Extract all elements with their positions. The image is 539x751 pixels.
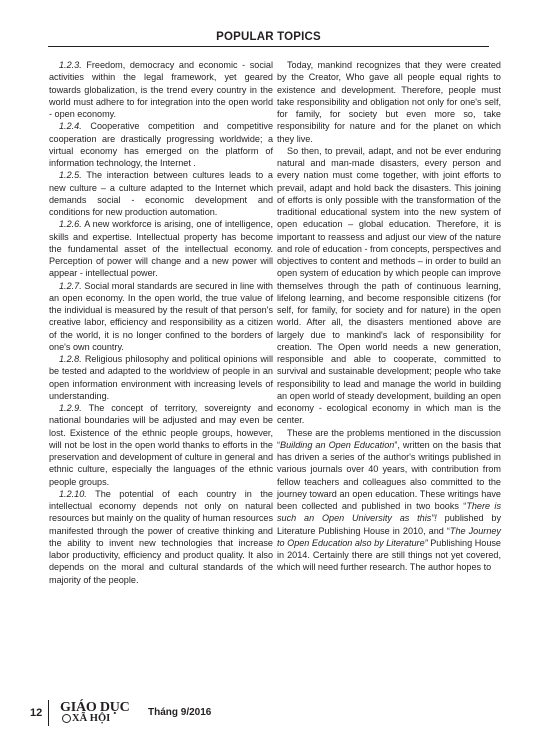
magazine-logo (60, 700, 140, 728)
book-title-journey: The Journey to Open Education also by Literature” (277, 525, 501, 548)
right-column (277, 59, 501, 574)
issue-date: Tháng 9/2016 (148, 707, 212, 718)
paragraph-mankind: Today, mankind recognizes that they were created by the Creator, Who gave all people equal rights to existence and development. Therefore, people must take responsibility and obligation not only for one's self, for family, for society but even more so, take responsibility for nature and for the planet on which they live. (277, 60, 501, 144)
book-title-open-university: There is such an Open University as this”! (277, 501, 501, 524)
page-header (48, 28, 489, 48)
left-column (49, 59, 273, 586)
logo-text-bottom: XÃ HỘI (72, 713, 111, 724)
paragraph-1-2-9: 1.2.9. The concept of territory, sovereignty and national boundaries will be adjusted and may even be lost. Existence of the ethnic people groups, however, will not be lost in the open world thanks to efforts in the preservation and development of culture in general and ethnic culture, especially the languages of the ethnic people groups. (49, 403, 273, 487)
paragraph-1-2-5: 1.2.5. The interaction between cultures leads to a new culture – a culture adapted to the Internet which demands social - economic development and conditions for new production automation. (49, 170, 273, 217)
paragraph-1-2-3: 1.2.3. Freedom, democracy and economic - social activities within the legal framework, yet geared towards globalization, is the trend every country in the world must adhere to for integration into the open world - open economy. (49, 60, 273, 119)
page-footer (30, 700, 290, 730)
header-rule (48, 46, 489, 47)
paragraph-problems: These are the problems mentioned in the discussion “Building an Open Education”, written on the basis that has driven a series of the author's writings published in various journals over 40 years, with contribution from fellow teachers and colleagues also committed to the journey toward an open education. These writings have been collected and published in two books “There is such an Open University as this”! published by Literature Publishing House in 2010, and “The Journey to Open Education also by Literature” Publishing House in 2014. Certainly there are still things not yet covered, which will need further research. The author hopes to (277, 427, 501, 573)
paragraph-1-2-10: 1.2.10. The potential of each country in the intellectual economy depends not only on natural resources but mainly on the quality of human resources manifested through the power of creative thinking and the ability to invent new technologies that increase labor productivity, efficiency and product quality. It also depends on the moral and cultural standards of the majority of the people. (49, 488, 273, 585)
page-number: 12 (30, 707, 43, 719)
paragraph-1-2-4: 1.2.4. Cooperative competition and competitive cooperation are drastically progressing worldwide; a virtual economy has emerged on the platform of information technology, the Internet . (49, 121, 273, 168)
logo-circle-icon (62, 714, 71, 723)
book-title-building: Building an Open Education (280, 439, 395, 450)
section-title: POPULAR TOPICS (216, 31, 321, 43)
paragraph-prevail: So then, to prevail, adapt, and not be ever enduring natural and man-made disasters, every person and every nation must come together, with joint efforts to prevail, adapt and hold back the disasters. This joining of efforts is only possible with the transformation of the traditional educational system into the new system of open education – global education. Therefore, it is important to reassess and adjust our view of the nature and role of education - from concepts, perspectives and objectives to content and methods – in order to build an open system of education by which people can improve themselves through the path of continuous learning, lifelong learning, and become responsible citizens (for self, for family, for society and for nature) in the open world. After all, the disasters mentioned above are largely due to mankind's lack of responsibility for creation. The Open world needs a new generation, responsible and able to cooperate, committed to survival and sustainable development; people who take responsibility to lead and manage the world in building an open world of steady development, building an open economy - ecological economy in which man is the center. (277, 145, 501, 426)
logo-text-top: GIÁO DỤC (60, 700, 130, 715)
paragraph-1-2-7: 1.2.7. Social moral standards are secured in line with an open economy. In the open world, the true value of the individual is measured by the result of that person's creative labor, efficiency and responsibility as a citizen of the world, it is no longer confined to the borders of one's own country. (49, 280, 273, 352)
footer-divider (48, 700, 49, 726)
paragraph-1-2-6: 1.2.6. A new workforce is arising, one of intelligence, skills and expertise. Intellectual property has become the fundamental asset of the intellectual economy. Perception of power will change and a new power will appear - intellectual power. (49, 219, 273, 279)
paragraph-1-2-8: 1.2.8. Religious philosophy and political opinions will be tested and adapted to the worldview of people in an open information environment with increasing levels of understanding. (49, 354, 273, 401)
